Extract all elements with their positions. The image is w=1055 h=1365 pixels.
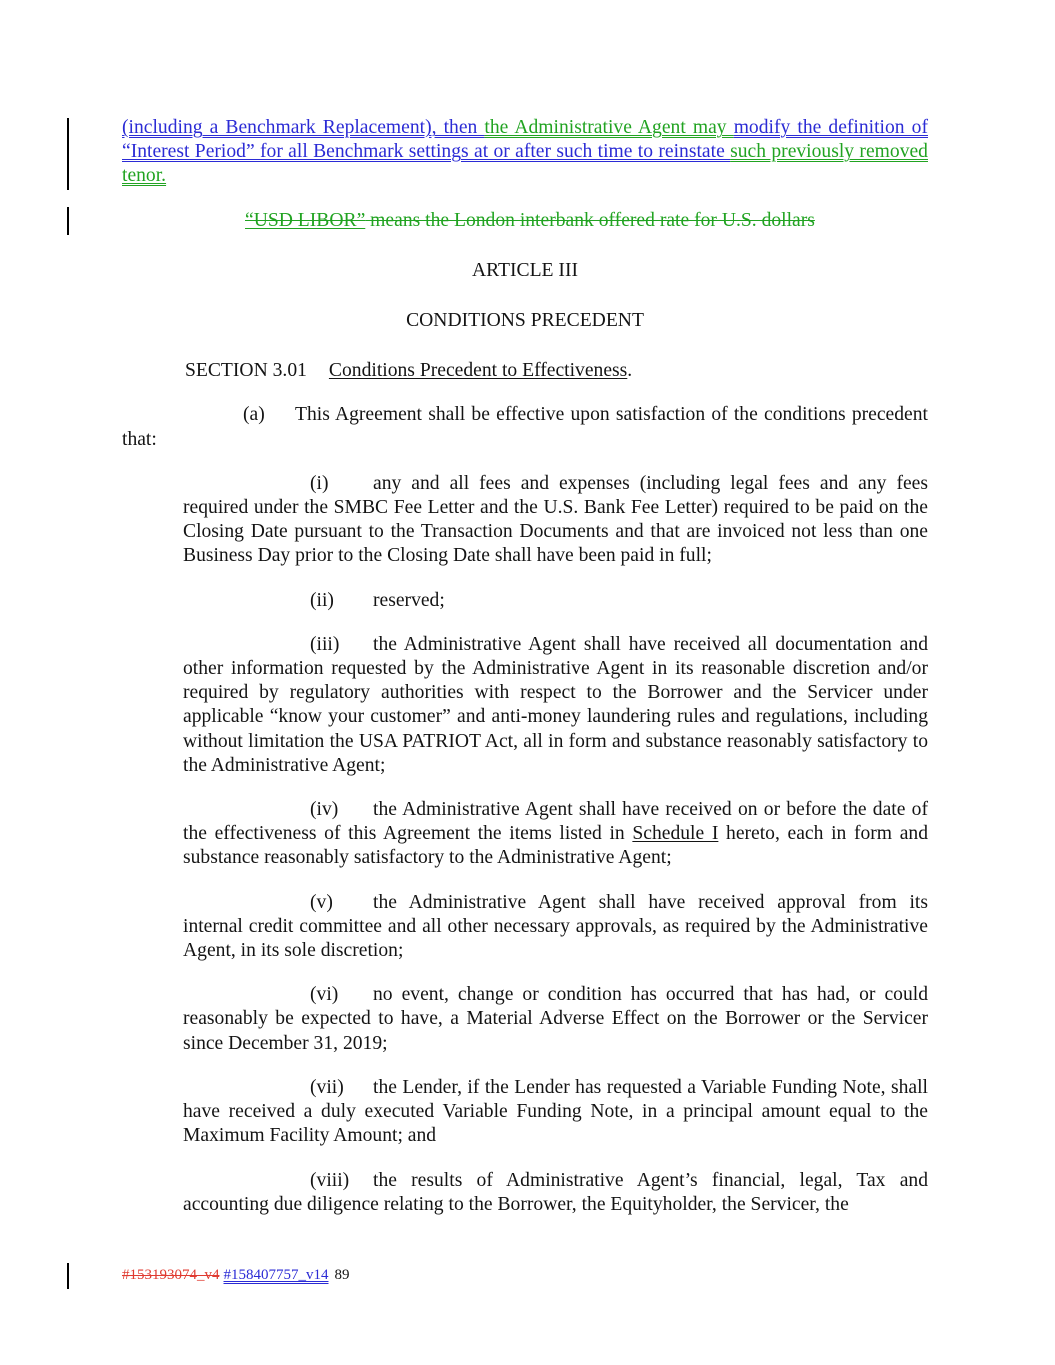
item-number: (viii) xyxy=(310,1169,350,1191)
item-text: any and all fees and expenses (including legal fees and any fees required under the SMBC Fee Letter and the U.S. Bank Fee Letter) required to be paid on the Closing Date pursuant to the Transaction Documents and that are invoiced not less than one Business Day prior to the Closing Date shall have been paid in full; xyxy=(183,472,928,567)
item-text: the results of Administrative Agent’s financial, legal, Tax and accounting due diligence relating to the Borrower, the Equityholder, the Servicer, the xyxy=(183,1169,928,1215)
deleted-term: “USD LIBOR” xyxy=(245,209,366,231)
condition-item-iv xyxy=(183,798,928,871)
inserted-text-green: such previously removed tenor. xyxy=(122,141,928,187)
item-number: (ii) xyxy=(310,589,334,611)
article-heading: ARTICLE III xyxy=(471,259,578,281)
item-number: (iii) xyxy=(310,633,340,655)
condition-item-v xyxy=(183,891,928,964)
deleted-text: means the London interbank offered rate for U.S. dollars xyxy=(365,209,815,231)
change-bar xyxy=(67,1263,69,1289)
section-title: Conditions Precedent to Effectiveness xyxy=(328,360,628,382)
item-text: hereto, each in form and substance reasonably satisfactory to the Administrative Agent; xyxy=(183,823,928,869)
condition-item-vii xyxy=(183,1076,928,1149)
item-text: reserved; xyxy=(373,589,445,611)
condition-item-iii xyxy=(183,633,928,778)
change-bar xyxy=(67,118,69,190)
item-text: the Administrative Agent shall have received on or before the date of the effectiveness of this Agreement the items listed in xyxy=(183,799,928,845)
section-label: SECTION 3.01 xyxy=(185,360,307,382)
paragraph-text: This Agreement shall be effective upon satisfaction of the conditions precedent that: xyxy=(122,404,928,450)
condition-item-vi xyxy=(183,983,928,1056)
page-footer xyxy=(122,1266,350,1285)
item-number: (vii) xyxy=(310,1076,344,1098)
usd-libor-definition xyxy=(122,209,928,233)
inserted-doc-id: #158407757_v14 xyxy=(223,1267,329,1283)
section-3-01-line xyxy=(185,359,928,383)
inserted-text-blue: (including a Benchmark Replacement), then xyxy=(122,117,485,138)
section-title-period: . xyxy=(627,360,633,382)
condition-item-ii xyxy=(183,589,928,613)
item-number: (v) xyxy=(310,891,333,913)
item-text: the Administrative Agent shall have received approval from its internal credit committee and all other necessary approvals, as required by the Administrative Agent, in its sole discretion; xyxy=(183,891,928,962)
condition-item-viii xyxy=(183,1169,928,1217)
item-number: (vi) xyxy=(310,984,339,1006)
item-text: no event, change or condition has occurred that has had, or could reasonably be expected to have, a Material Adverse Effect on the Borrower or the Servicer since December 31, 2019; xyxy=(183,984,928,1054)
conditions-heading: CONDITIONS PRECEDENT xyxy=(406,310,644,332)
page-number: 89 xyxy=(334,1267,350,1283)
item-text: the Administrative Agent shall have received all documentation and other information requested by the Administrative Agent in its reasonable discretion and/or required by regulatory authorities with respect to the Borrower and the Servicer under applicable “know your customer” and anti-money laundering rules and regulations, including without limitation the USA PATRIOT Act, all in form and substance reasonably satisfactory to the Administrative Agent; xyxy=(183,633,928,776)
paragraph-marker: (a) xyxy=(243,404,265,426)
item-text: the Lender, if the Lender has requested a Variable Funding Note, shall have received a duly executed Variable Funding Note, in a principal amount equal to the Maximum Facility Amount; and xyxy=(183,1076,928,1147)
change-bar xyxy=(67,207,69,235)
item-number: (i) xyxy=(310,472,329,494)
inserted-text-blue: modify the definition of “Interest Period” for all Benchmark settings at or after such time to reinstate xyxy=(122,117,928,163)
item-number: (iv) xyxy=(310,799,339,821)
schedule-i-reference: Schedule I xyxy=(632,823,719,845)
condition-item-i xyxy=(183,472,928,569)
paragraph-a xyxy=(122,403,928,451)
benchmark-paragraph xyxy=(122,116,928,189)
deleted-doc-id: #153193074_v4 xyxy=(122,1267,220,1283)
inserted-text-green: the Administrative Agent may xyxy=(484,117,734,138)
